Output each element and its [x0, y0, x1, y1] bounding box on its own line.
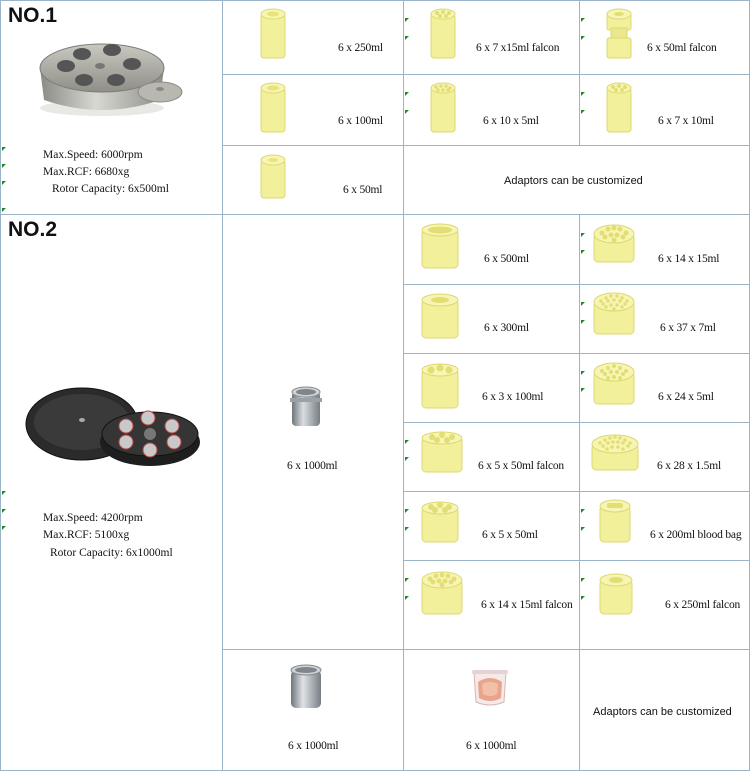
- adaptor-5-hole-icon: [420, 430, 464, 478]
- customization-note: Adaptors can be customized: [593, 706, 732, 718]
- rotor1-capacity: Rotor Capacity: 6x500ml: [52, 183, 169, 195]
- adaptor-14-hole-icon: [420, 570, 464, 620]
- marker: [581, 388, 585, 392]
- adaptor-label: 6 x 37 x 7ml: [660, 322, 716, 334]
- multi-hole-adaptor-icon: [430, 82, 456, 138]
- marker: [581, 320, 585, 324]
- adaptor-label: 6 x 7 x 10ml: [658, 115, 714, 127]
- oval-bucket-icon: [288, 662, 324, 712]
- marker: [405, 92, 409, 96]
- marker: [405, 509, 409, 513]
- marker: [405, 36, 409, 40]
- marker: [405, 578, 409, 582]
- marker: [581, 509, 585, 513]
- adaptor-label: 6 x 50ml falcon: [647, 42, 717, 54]
- adaptor-label: 6 x 500ml: [484, 253, 529, 265]
- marker: [581, 302, 585, 306]
- marker: [581, 596, 585, 600]
- adaptor-label: 6 x 5 x 50ml falcon: [478, 460, 564, 472]
- adaptor-300ml-icon: [420, 292, 460, 344]
- grid-line: [403, 560, 750, 561]
- round-bucket-icon: [288, 384, 324, 430]
- grid-line: [403, 491, 750, 492]
- adaptor-5-hole-icon: [420, 500, 460, 548]
- adaptor-label: 6 x 250ml falcon: [665, 599, 741, 611]
- marker: [2, 526, 6, 530]
- multi-hole-adaptor-icon: [430, 8, 456, 64]
- adaptor-label: 6 x 28 x 1.5ml: [657, 460, 721, 472]
- grid-line: [403, 422, 750, 423]
- adaptor-label: 6 x 200ml blood bag: [650, 529, 742, 541]
- adaptor-500ml-icon: [420, 222, 460, 274]
- marker: [2, 509, 6, 513]
- adaptor-37-hole-icon: [592, 290, 636, 340]
- adaptor-3-hole-icon: [420, 362, 460, 414]
- marker: [2, 181, 6, 185]
- marker: [405, 527, 409, 531]
- marker: [581, 527, 585, 531]
- marker: [581, 92, 585, 96]
- blood-bag-holder-icon: [468, 664, 512, 710]
- marker: [581, 110, 585, 114]
- grid-line: [403, 353, 750, 354]
- grid-line: [403, 284, 750, 285]
- adaptor-24-hole-icon: [592, 360, 636, 410]
- adaptor-label: 6 x 1000ml: [288, 740, 339, 752]
- rotor1-speed: Max.Speed: 6000rpm: [43, 149, 143, 161]
- adaptor-label: 6 x 5 x 50ml: [482, 529, 538, 541]
- marker: [405, 110, 409, 114]
- adaptor-label: 6 x 14 x 15ml falcon: [481, 599, 573, 611]
- marker: [2, 491, 6, 495]
- waisted-adaptor-icon: [606, 8, 632, 64]
- marker: [405, 18, 409, 22]
- falcon-250ml-adaptor-icon: [598, 572, 634, 620]
- rotor1-rcf: Max.RCF: 6680xg: [43, 166, 130, 178]
- cylinder-adaptor-icon: [260, 8, 286, 64]
- rotor2-capacity: Rotor Capacity: 6x1000ml: [50, 547, 173, 559]
- adaptor-label: 6 x 10 x 5ml: [483, 115, 539, 127]
- grid-line: [222, 145, 750, 146]
- rotor2-title: NO.2: [8, 218, 58, 241]
- adaptor-label: 6 x 100ml: [338, 115, 383, 127]
- marker: [581, 18, 585, 22]
- rotor2-speed: Max.Speed: 4200rpm: [43, 512, 143, 524]
- grid-line: [579, 0, 580, 145]
- marker: [2, 164, 6, 168]
- marker: [405, 596, 409, 600]
- blood-bag-adaptor-icon: [598, 498, 632, 548]
- rotor1-title: NO.1: [8, 4, 58, 27]
- marker: [581, 250, 585, 254]
- grid-line: [579, 214, 580, 771]
- rotor2-rcf: Max.RCF: 5100xg: [43, 529, 130, 541]
- customization-note: Adaptors can be customized: [504, 175, 643, 187]
- cylinder-adaptor-icon: [260, 82, 286, 138]
- grid-line: [0, 214, 750, 215]
- grid-line: [0, 0, 1, 771]
- adaptor-label: 6 x 3 x 100ml: [482, 391, 544, 403]
- marker: [581, 36, 585, 40]
- grid-line: [403, 0, 404, 771]
- adaptor-label: 6 x 14 x 15ml: [658, 253, 720, 265]
- grid-line: [0, 0, 750, 1]
- adaptor-label: 6 x 50ml: [343, 184, 383, 196]
- marker: [405, 457, 409, 461]
- adaptor-14-hole-icon: [592, 222, 636, 268]
- cylinder-adaptor-icon: [260, 154, 286, 204]
- marker: [581, 578, 585, 582]
- bucket-label: 6 x 1000ml: [287, 460, 338, 472]
- adaptor-label: 6 x 250ml: [338, 42, 383, 54]
- adaptor-28-hole-icon: [590, 432, 640, 478]
- grid-line: [222, 0, 223, 771]
- adaptor-label: 6 x 300ml: [484, 322, 529, 334]
- multi-hole-adaptor-icon: [606, 82, 632, 138]
- adaptor-label: 6 x 7 x15ml falcon: [476, 42, 560, 54]
- adaptor-label: 6 x 1000ml: [466, 740, 517, 752]
- marker: [2, 208, 6, 212]
- fixed-angle-rotor-icon: [32, 30, 182, 118]
- marker: [581, 233, 585, 237]
- grid-line: [222, 74, 750, 75]
- swing-bucket-rotor-icon: [22, 382, 200, 472]
- adaptor-label: 6 x 24 x 5ml: [658, 391, 714, 403]
- marker: [405, 440, 409, 444]
- marker: [2, 147, 6, 151]
- grid-line: [222, 649, 750, 650]
- marker: [581, 371, 585, 375]
